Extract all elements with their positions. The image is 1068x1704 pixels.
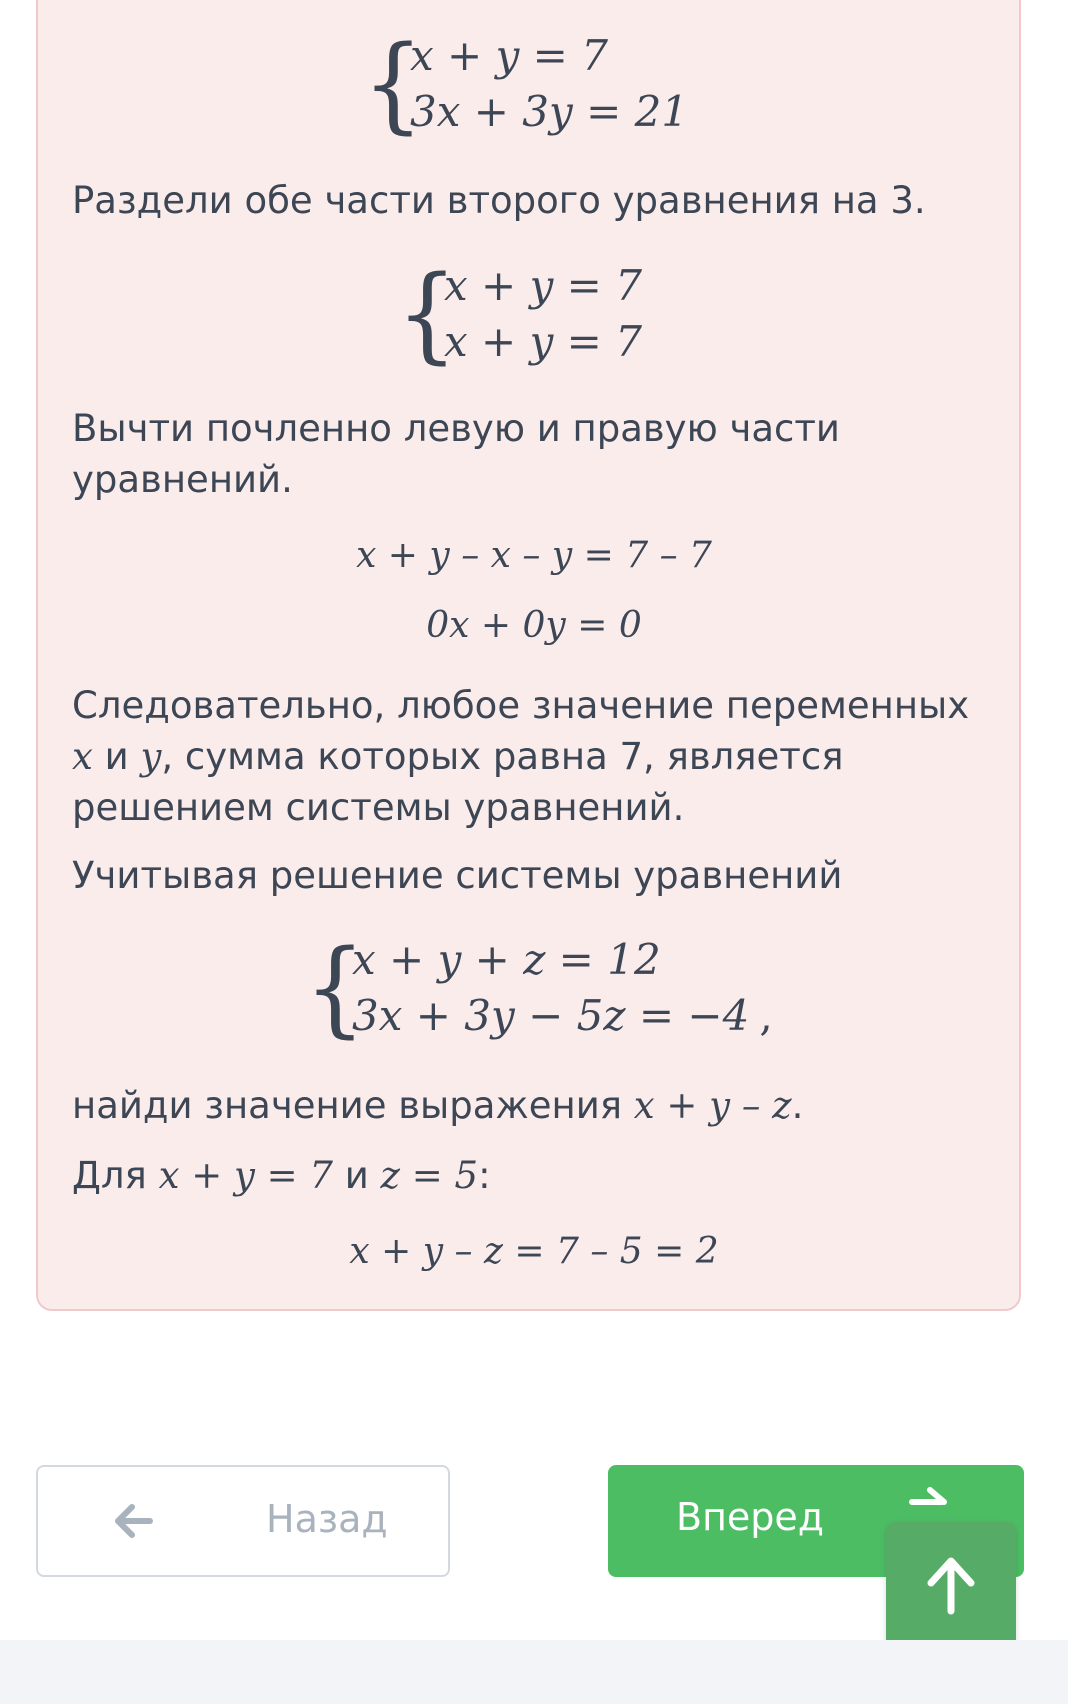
forward-button-label: Вперед (676, 1495, 825, 1539)
back-button[interactable] (36, 1465, 450, 1577)
system-row: 3x + 3y = 21 (410, 87, 689, 136)
system-row: x + y = 7 (444, 261, 642, 310)
scroll-top-button[interactable] (886, 1522, 1016, 1652)
equation-system-2 (396, 253, 642, 375)
step-text: Учитывая решение системы уравнений (72, 854, 843, 897)
answer-line: x + y – z = 7 – 5 = 2 (349, 1231, 719, 1272)
brace-icon: { (304, 927, 366, 1049)
arrow-right-icon (908, 1481, 952, 1525)
arrow-up-icon (919, 1553, 983, 1621)
step-text: Раздели обе части второго уравнения на 3. (72, 179, 926, 222)
brace-icon: { (396, 253, 458, 375)
task-text: найди значение выражения x + y – z. (72, 1084, 804, 1127)
system-row: x + y + z = 12 (352, 935, 661, 984)
system-row: 3x + 3y − 5z = −4 (352, 991, 750, 1040)
equation-system-3 (304, 927, 773, 1049)
step-text: Вычти почленно левую и правую части уравнений. (72, 407, 840, 501)
system-comma: , (759, 991, 773, 1040)
system-row: x + y = 7 (410, 31, 608, 80)
back-button-label: Назад (266, 1497, 388, 1541)
equation-line: 0x + 0y = 0 (426, 605, 642, 646)
conclusion-text: Следовательно, любое значение переменных x и y, сумма которых равна 7, является решением системы уравнений. (72, 684, 970, 829)
arrow-left-icon (110, 1497, 154, 1554)
system-row: x + y = 7 (444, 317, 642, 366)
equation-line: x + y – x – y = 7 – 7 (356, 535, 712, 576)
page-footer (0, 1640, 1068, 1704)
brace-icon: { (362, 23, 424, 145)
equation-system-1 (362, 23, 689, 145)
substitution-text: Для x + y = 7 и z = 5: (72, 1154, 491, 1197)
